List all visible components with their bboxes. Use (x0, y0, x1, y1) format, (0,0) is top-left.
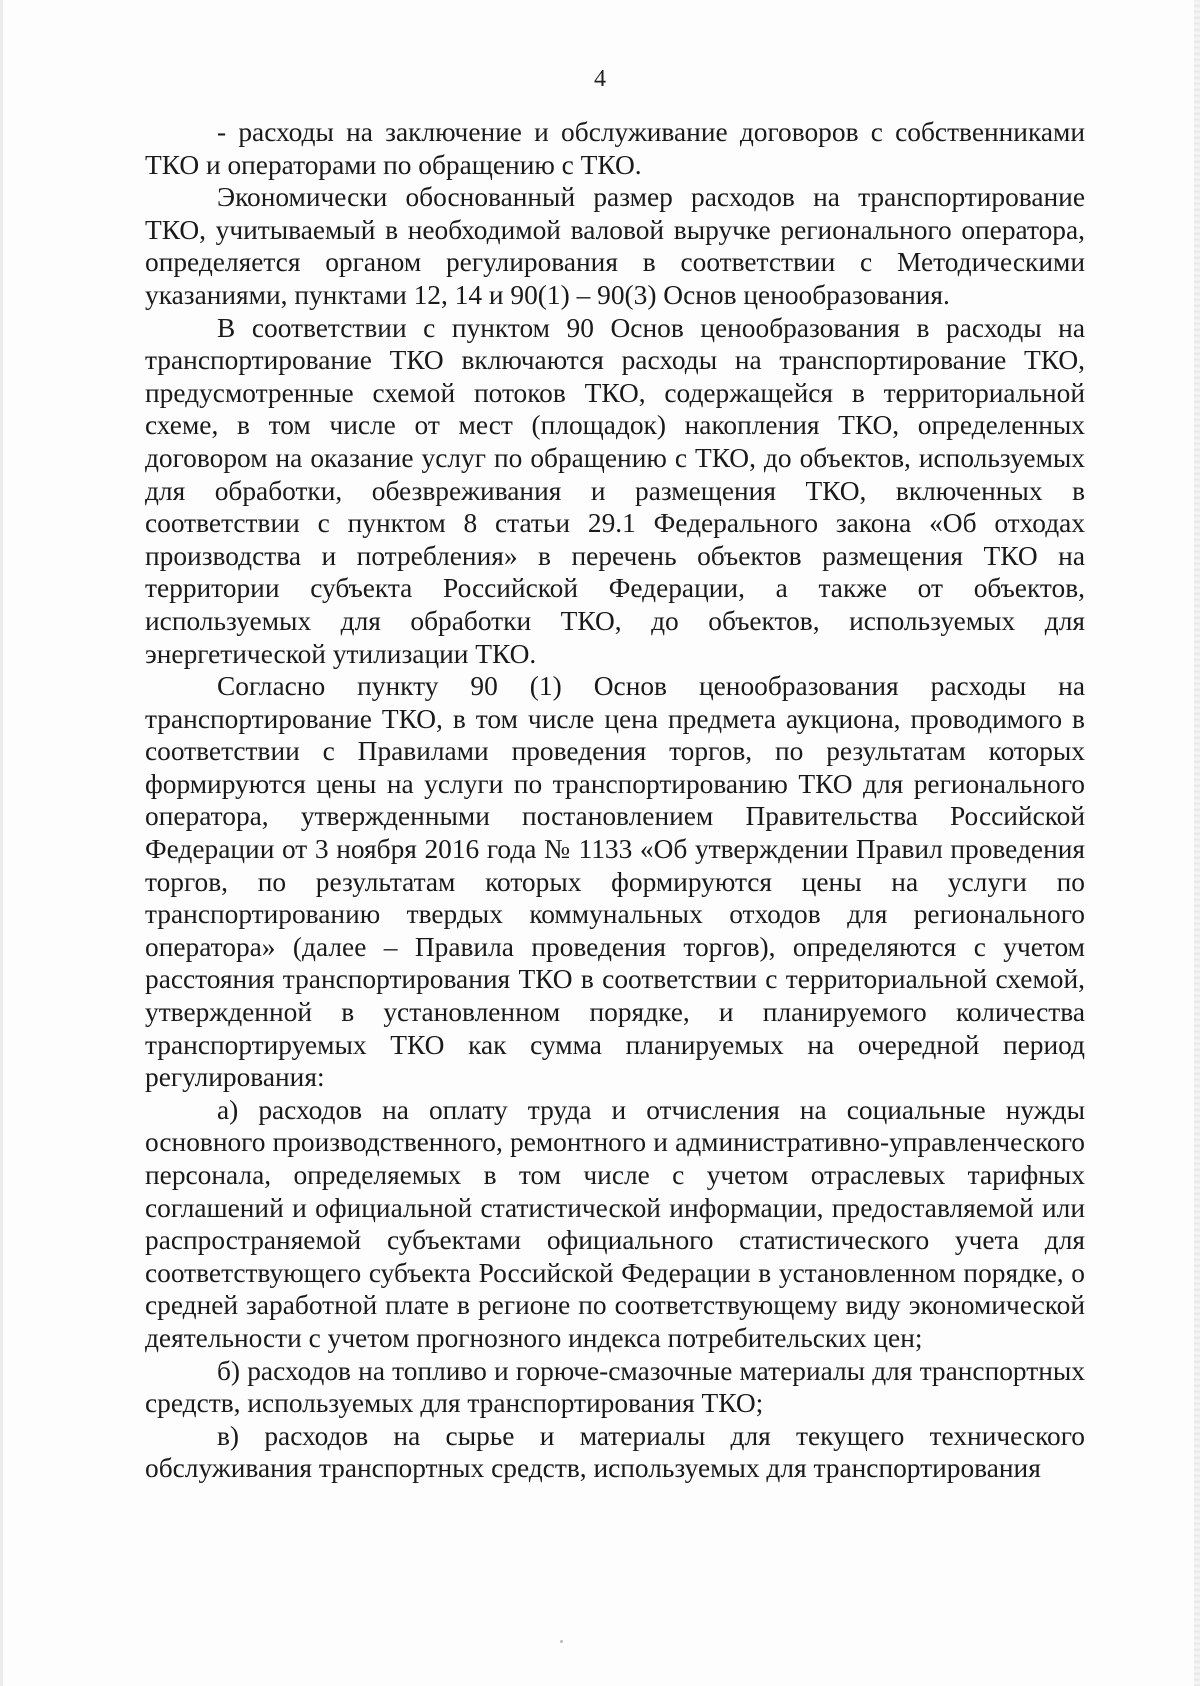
paragraph-item-v: в) расходов на сырье и материалы для текущего технического обслуживания транспортных средств, используемых для транспортирования (145, 1420, 1085, 1484)
paragraph-item-a: а) расходов на оплату труда и отчисления на социальные нужды основного производственного, ремонтного и административно-управленческого персонала, определяемых в том числе с учетом отраслевых тарифных соглашений и официальной статистической информации, предоставляемой или распространяемой субъектами официального статистического учета для соответствующего субъекта Российской Федерации в установленном порядке, о средней заработной плате в регионе по соответствующему виду экономической деятельности с учетом прогнозного индекса потребительских цен; (145, 1094, 1085, 1353)
page-number: 4 (594, 66, 606, 92)
paragraph-contract-costs: - расходы на заключение и обслуживание договоров с собственниками ТКО и операторами по обращению с ТКО. (145, 117, 1085, 180)
paragraph-point-90-1: Согласно пункту 90 (1) Основ ценообразования расходы на транспортирование ТКО, в том числе цена предмета аукциона, проводимого в соответствии с Правилами проведения торгов, по результатам которых формируются цены на услуги по транспортированию ТКО для регионального оператора, утвержденными постановлением Правительства Российской Федерации от 3 ноября 2016 года № 1133 «Об утверждении Правил проведения торгов, по результатам которых формируются цены на услуги по транспортированию твердых коммунальных отходов для регионального оператора» (далее – Правила проведения торгов), определяются с учетом расстояния транспортирования ТКО в соответствии с территориальной схемой, утвержденной в установленном порядке, и планируемого количества транспортируемых ТКО как сумма планируемых на очередной период регулирования: (145, 671, 1085, 1093)
scan-edge-left (0, 0, 3, 1686)
scan-edge-right (1194, 0, 1200, 1686)
scan-speck (560, 1640, 563, 1643)
document-body (145, 116, 1085, 1485)
paragraph-item-b: б) расходов на топливо и горюче-смазочные материалы для транспортных средств, используемых для транспортирования ТКО; (145, 1355, 1085, 1419)
paragraph-point-90: В соответствии с пунктом 90 Основ ценообразования в расходы на транспортирование ТКО включаются расходы на транспортирование ТКО, предусмотренные схемой потоков ТКО, содержащейся в территориальной схеме, в том числе от мест (площадок) накопления ТКО, определенных договором на оказание услуг по обращению с ТКО, до объектов, используемых для обработки, обезвреживания и размещения ТКО, включенных в соответствии с пунктом 8 статьи 29.1 Федерального закона «Об отходах производства и потребления» в перечень объектов размещения ТКО на территории субъекта Российской Федерации, а также от объектов, используемых для обработки ТКО, до объектов, используемых для энергетической утилизации ТКО. (145, 312, 1085, 669)
paragraph-economic-costs: Экономически обоснованный размер расходов на транспортирование ТКО, учитываемый в необходимой валовой выручке регионального оператора, определяется органом регулирования в соответствии с Методическими указаниями, пунктами 12, 14 и 90(1) – 90(3) Основ ценообразования. (145, 182, 1085, 310)
